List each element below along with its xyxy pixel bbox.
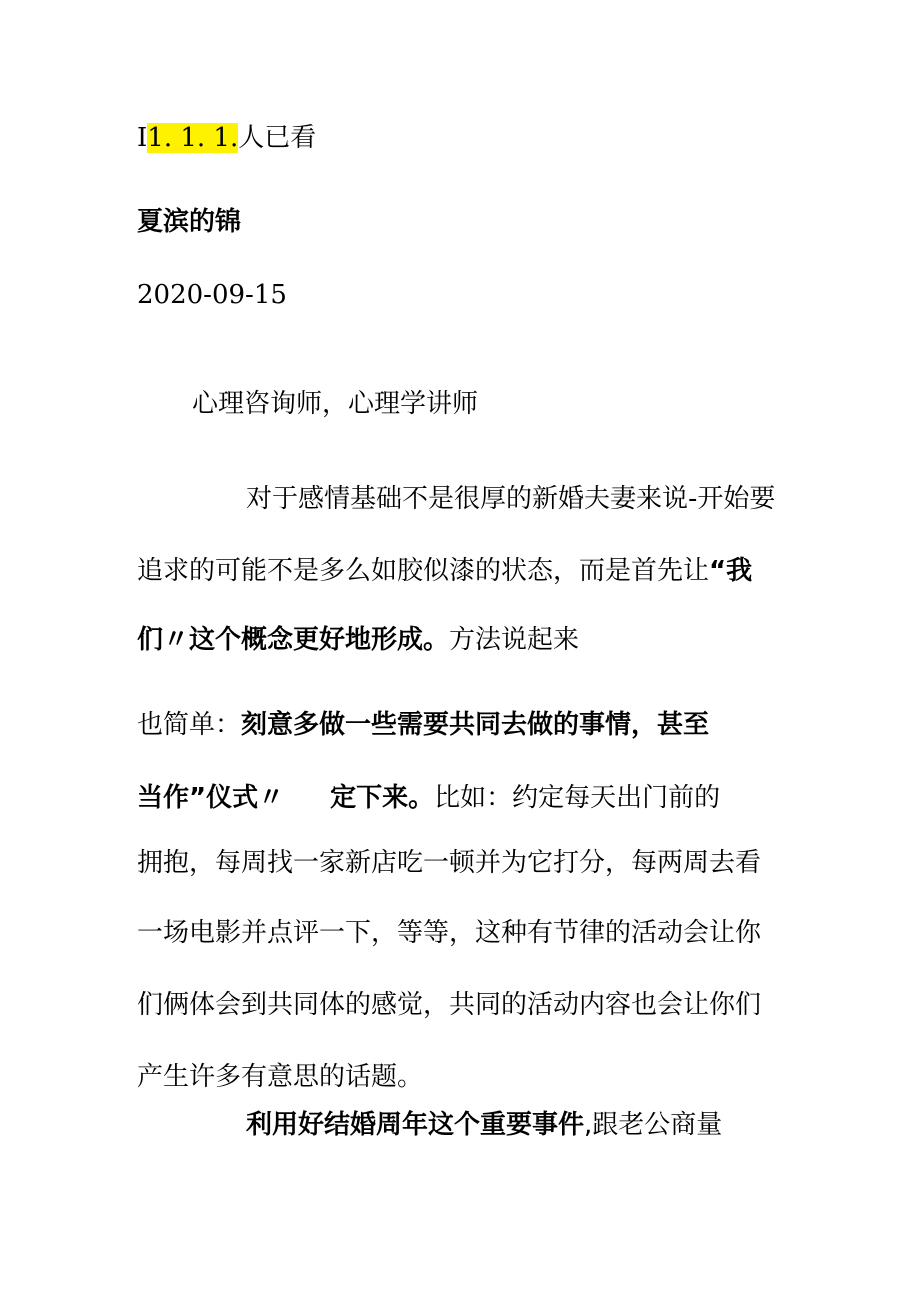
body-line [137,554,752,588]
view-count [137,121,316,155]
author-name: 夏滨的锦 [137,207,242,237]
body-text-bold: “我 [709,556,753,586]
body-line [137,623,579,657]
body-line [246,1108,722,1142]
body-line: 拥抱，每周找一家新店吃一顿并为它打分，每两周去看 [137,848,762,878]
body-line: 一场电影并点评一下，等等，这种有节律的活动会让你 [137,918,762,948]
body-text-bold: 利用好结婚周年这个重要事件 [246,1110,585,1140]
body-text: 追求的可能不是多么如胶似漆的状态，而是首先让 [137,556,710,586]
view-count-number: 1. 1. 1. [147,123,239,153]
view-count-label: 人已看 [238,123,317,153]
body-text-bold: 定下来。 [330,783,435,813]
view-count-prefix: I [137,123,148,153]
body-line: 产生许多有意思的话题。 [137,1062,424,1092]
body-text-bold: 当作”仪式〃 [137,783,285,813]
body-text: ,跟老公商量 [584,1110,723,1140]
body-text: 也简单： [137,710,242,740]
body-text-bold: 们〃这个概念更好地形成。 [137,625,450,655]
body-text: 比如：约定每天出门前的 [434,783,721,813]
body-text-bold: 刻意多做一些需要共同去做的事情，甚至 [241,710,710,740]
body-line [137,708,709,742]
body-line: 们俩体会到共同体的感觉，共同的活动内容也会让你们 [137,990,762,1020]
publish-date: 2020-09-15 [137,280,287,310]
body-line [137,781,720,815]
author-byline: 心理咨询师，心理学讲师 [192,389,479,419]
body-line: 对于感情基础不是很厚的新婚夫妻来说-开始要 [246,484,776,514]
body-text: 方法说起来 [449,625,580,655]
